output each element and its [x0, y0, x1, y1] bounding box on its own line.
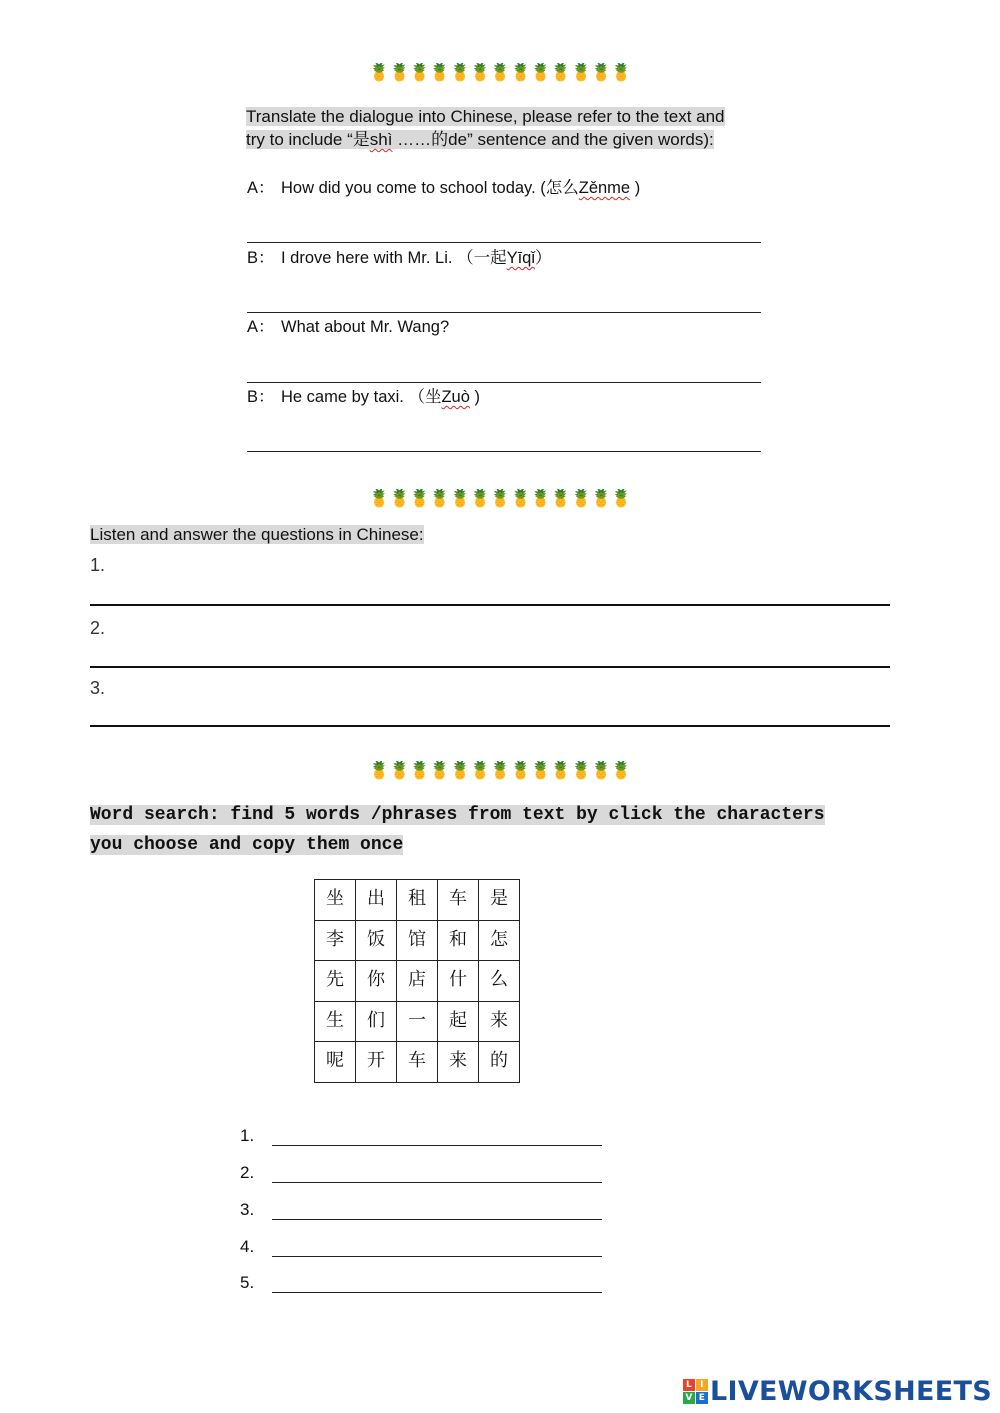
pineapple-divider: 🍍🍍🍍🍍🍍🍍🍍🍍🍍🍍🍍🍍🍍: [368, 489, 632, 508]
grid-cell[interactable]: 李: [315, 920, 356, 961]
word-answer-field[interactable]: [272, 1274, 602, 1293]
grid-cell[interactable]: 生: [315, 1001, 356, 1042]
answer-line-2[interactable]: [247, 312, 761, 313]
grid-cell[interactable]: 什: [438, 961, 479, 1002]
grid-cell[interactable]: 是: [479, 880, 520, 921]
pineapple-divider: 🍍🍍🍍🍍🍍🍍🍍🍍🍍🍍🍍🍍🍍: [368, 63, 632, 82]
grid-cell[interactable]: 坐: [315, 880, 356, 921]
grid-cell[interactable]: 怎: [479, 920, 520, 961]
grid-cell[interactable]: 呢: [315, 1042, 356, 1083]
grid-cell[interactable]: 开: [356, 1042, 397, 1083]
translate-instruction: [246, 105, 766, 151]
grid-cell[interactable]: 和: [438, 920, 479, 961]
word-answer-field[interactable]: [272, 1201, 602, 1220]
grid-row: [315, 920, 520, 961]
grid-cell[interactable]: 车: [397, 1042, 438, 1083]
grid-row: [315, 961, 520, 1002]
word-search-instruction: Word search: find 5 words /phrases from text by click the characters you choose and copy them once: [90, 805, 825, 855]
grid-row: [315, 1042, 520, 1083]
question-number-3: 3.: [90, 678, 106, 698]
grid-row: [315, 1001, 520, 1042]
answer-line-1[interactable]: [247, 242, 761, 243]
word-answer-3: 3.: [240, 1200, 602, 1220]
logo-mark-icon: L I V E: [683, 1379, 708, 1404]
word-answer-4: 4.: [240, 1237, 602, 1257]
listen-answer-line-3[interactable]: [90, 725, 890, 727]
dialogue-line-2: B： I drove here with Mr. Li. （一起Yīqǐ）: [247, 249, 552, 267]
pineapple-divider: 🍍🍍🍍🍍🍍🍍🍍🍍🍍🍍🍍🍍🍍: [368, 761, 632, 780]
grid-cell[interactable]: 来: [438, 1042, 479, 1083]
listen-answer-line-2[interactable]: [90, 666, 890, 668]
listen-answer-line-1[interactable]: [90, 604, 890, 606]
word-answer-2: 2.: [240, 1163, 602, 1183]
grid-cell[interactable]: 出: [356, 880, 397, 921]
question-number-1: 1.: [90, 555, 106, 575]
grid-cell[interactable]: 店: [397, 961, 438, 1002]
instruction-line-1: Translate the dialogue into Chinese, please refer to the text and: [246, 107, 725, 126]
dialogue-line-4: B： He came by taxi. （坐Zuò ): [247, 388, 480, 406]
word-answer-5: 5.: [240, 1273, 602, 1293]
grid-cell[interactable]: 租: [397, 880, 438, 921]
logo-text: LIVEWORKSHEETS: [709, 1376, 992, 1407]
word-answer-1: 1.: [240, 1126, 602, 1146]
grid-cell[interactable]: 来: [479, 1001, 520, 1042]
liveworksheets-logo: [683, 1376, 992, 1407]
word-search-grid: [314, 879, 520, 1083]
word-answer-field[interactable]: [272, 1238, 602, 1257]
word-answer-field[interactable]: [272, 1164, 602, 1183]
listen-instruction: Listen and answer the questions in Chinese:: [90, 525, 424, 544]
dialogue-line-3: A： What about Mr. Wang?: [247, 318, 450, 336]
grid-cell[interactable]: 馆: [397, 920, 438, 961]
grid-cell[interactable]: 么: [479, 961, 520, 1002]
grid-cell[interactable]: 饭: [356, 920, 397, 961]
grid-cell[interactable]: 们: [356, 1001, 397, 1042]
answer-line-4[interactable]: [247, 451, 761, 452]
question-number-2: 2.: [90, 618, 106, 638]
grid-cell[interactable]: 一: [397, 1001, 438, 1042]
answer-line-3[interactable]: [247, 382, 761, 383]
grid-cell[interactable]: 的: [479, 1042, 520, 1083]
grid-cell[interactable]: 车: [438, 880, 479, 921]
instruction-line-2: try to include “是shì ……的de” sentence and the given words):: [246, 130, 714, 149]
dialogue-line-1: A： How did you come to school today. (怎么Zěnme ): [247, 179, 641, 197]
word-answer-field[interactable]: [272, 1127, 602, 1146]
grid-cell[interactable]: 先: [315, 961, 356, 1002]
grid-cell[interactable]: 你: [356, 961, 397, 1002]
grid-cell[interactable]: 起: [438, 1001, 479, 1042]
grid-row: [315, 880, 520, 921]
